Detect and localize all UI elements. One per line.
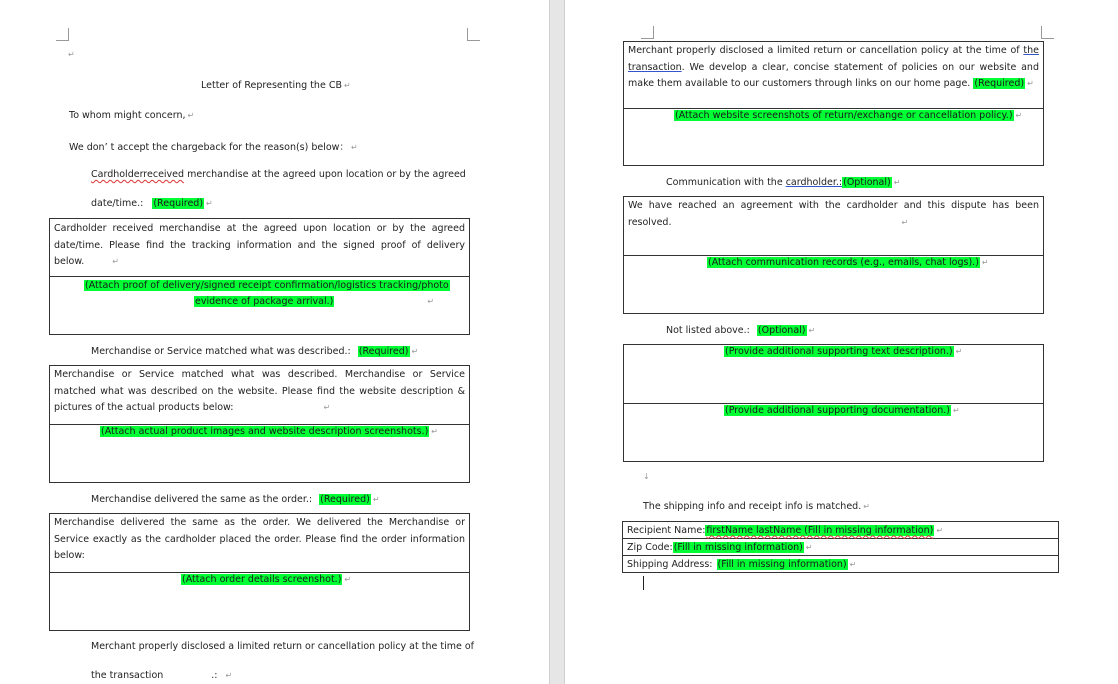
reason-policy-text: Merchant properly disclosed a limited return or cancellation policy at the time of xyxy=(91,641,475,652)
letter-title-text: Letter of Representing the CB xyxy=(201,80,342,91)
text-description-hint: (Provide additional supporting text description.) xyxy=(725,346,953,357)
paragraph-mark: ↵ xyxy=(863,502,870,511)
reason-policy-line2[interactable] xyxy=(91,670,232,681)
paragraph-mark: ↵ xyxy=(225,671,233,680)
reason-delivered-rest: merchandise at the agreed upon location or by the agreed xyxy=(184,169,466,180)
paragraph-mark: ↵ xyxy=(849,559,857,569)
margin-corner-top-right xyxy=(467,28,480,41)
recipient-name-value: firstName lastName (Fill in missing information) xyxy=(706,524,934,536)
communication-evidence-box xyxy=(623,196,1044,314)
not-listed-text: Not listed above.: xyxy=(666,325,750,336)
described-statement-text: Merchandise or Service matched what was described. Merchandise or Service matched what was described on the website. Please find the website description & pictures of the actual products below: xyxy=(54,369,465,413)
intro-text: We don’ t accept the chargeback for the reason(s) below： xyxy=(69,142,349,153)
not-listed-attachment-area[interactable] xyxy=(624,403,1043,461)
paragraph-mark: ↵ xyxy=(1027,79,1034,88)
policy-transaction-link: the transaction xyxy=(628,45,1039,73)
paragraph-mark: ↵ xyxy=(343,81,351,90)
paragraph-mark: ↵ xyxy=(344,575,352,584)
reason-described-text: Merchandise or Service matched what was described.: xyxy=(91,346,351,357)
same-order-statement-text: Merchandise delivered the same as the order. We delivered the Merchandise or Service exactly as the cardholder placed the order. Please find the order information below: xyxy=(54,517,465,561)
shipping-address-cell[interactable] xyxy=(623,556,1059,573)
policy-attach-hint xyxy=(674,110,1022,121)
text-cursor xyxy=(643,576,644,590)
delivered-attachment-area[interactable] xyxy=(50,276,469,334)
paragraph-mark: ↵ xyxy=(372,495,380,504)
policy-attachment-area[interactable] xyxy=(624,108,1043,165)
delivered-statement[interactable] xyxy=(54,221,465,271)
reason-not-listed-heading[interactable] xyxy=(666,325,815,336)
recipient-name-label: Recipient Name: xyxy=(627,524,706,536)
communication-prefix: Communication with the xyxy=(666,177,786,188)
margin-corner-top-right xyxy=(1041,26,1054,39)
left-page xyxy=(0,0,549,684)
paragraph-mark: ↵ xyxy=(206,199,213,208)
same-order-statement[interactable] xyxy=(54,515,465,565)
paragraph-mark: ↵ xyxy=(411,347,419,356)
paragraph-mark: ↵ xyxy=(350,143,358,152)
reason-same-order-text: Merchandise delivered the same as the order.: xyxy=(91,494,313,505)
not-listed-text-hint[interactable] xyxy=(724,346,962,357)
reason-policy-transaction: the transaction xyxy=(91,670,164,681)
reason-same-order-heading[interactable] xyxy=(91,494,380,505)
communication-attachment-area[interactable] xyxy=(624,255,1043,313)
delivered-evidence-box xyxy=(49,218,470,335)
not-listed-doc-hint xyxy=(724,405,960,416)
described-attachment-area[interactable] xyxy=(50,424,469,482)
paragraph-mark: ↵ xyxy=(68,50,75,59)
attach-hint-line2: evidence of package arrival.) xyxy=(195,296,334,307)
zip-code-value: (Fill in missing information) xyxy=(673,541,803,553)
shipping-heading[interactable] xyxy=(643,501,870,512)
policy-line3: make them available to our customers through links on our home page. xyxy=(628,78,971,89)
reason-policy-suffix: .: xyxy=(211,670,218,681)
policy-line2: . We develop a clear, concise statement of policies on our website and xyxy=(681,61,1039,73)
communication-statement-text: We have reached an agreement with the cardholder and this dispute has been resolved. xyxy=(628,200,1039,228)
paragraph-mark: ↵ xyxy=(187,111,195,120)
shipping-address-label: Shipping Address: xyxy=(627,558,713,570)
reason-communication-heading[interactable] xyxy=(666,177,900,188)
described-evidence-box xyxy=(49,365,470,483)
same-order-evidence-box xyxy=(49,513,470,631)
not-listed-evidence-box xyxy=(623,344,1044,462)
reason-described-heading[interactable] xyxy=(91,346,418,357)
policy-line1: Merchant properly disclosed a limited return or cancellation policy at the time of xyxy=(628,45,1020,56)
required-badge: (Required) xyxy=(974,78,1025,89)
paragraph-mark: ↵ xyxy=(112,257,119,266)
salutation-text: To whom might concern, xyxy=(69,110,186,121)
zip-code-cell[interactable] xyxy=(623,539,1059,556)
delivered-attach-hint xyxy=(84,278,450,310)
page-gutter xyxy=(549,0,565,684)
paragraph-mark: ↵ xyxy=(893,178,901,187)
policy-evidence-box xyxy=(623,41,1044,166)
same-order-attach-hint xyxy=(181,574,351,585)
delivered-statement-text: Cardholder received merchandise at the agreed upon location or by the agreed date/time. Please find the tracking information and the signed proof of delivery below. xyxy=(54,223,465,267)
reason-delivered-heading[interactable] xyxy=(91,169,466,180)
paragraph-mark: ↵ xyxy=(805,542,813,552)
letter-title[interactable] xyxy=(201,80,351,91)
paragraph-mark: ↵ xyxy=(808,326,816,335)
described-statement[interactable] xyxy=(54,367,465,417)
paragraph-mark: ↵ xyxy=(427,297,435,306)
required-badge: (Required) xyxy=(358,346,409,357)
documentation-hint: (Provide additional supporting documentation.) xyxy=(725,405,950,416)
zip-code-label: Zip Code: xyxy=(627,541,673,553)
attach-hint-line1: (Attach proof of delivery/signed receipt confirmation/logistics tracking/photo xyxy=(85,280,449,291)
same-order-attachment-area[interactable] xyxy=(50,572,469,630)
policy-statement[interactable] xyxy=(628,43,1039,93)
table-row xyxy=(623,522,1059,539)
communication-keyword: cardholder.: xyxy=(785,177,843,188)
paragraph-mark: ↵ xyxy=(953,406,960,415)
paragraph-mark: ↵ xyxy=(1015,111,1023,120)
margin-corner-top-left xyxy=(56,28,69,41)
attach-hint: (Attach actual product images and website description screenshots.) xyxy=(101,426,429,437)
attach-hint: (Attach order details screenshot.) xyxy=(182,574,342,585)
intro-line[interactable] xyxy=(69,139,358,153)
paragraph-mark: ↵ xyxy=(323,403,331,412)
communication-attach-hint xyxy=(707,257,989,268)
paragraph-mark: ↵ xyxy=(431,427,438,436)
shipping-address-value: (Fill in missing information) xyxy=(717,558,847,570)
table-row xyxy=(623,556,1059,573)
shipping-heading-text: The shipping info and receipt info is matched. xyxy=(643,501,862,512)
required-badge: (Required) xyxy=(320,494,370,505)
optional-badge: (Optional) xyxy=(843,177,891,188)
paragraph-mark: ↵ xyxy=(936,525,944,535)
attach-hint: (Attach website screenshots of return/exchange or cancellation policy.) xyxy=(675,110,1013,121)
reason-policy-heading[interactable] xyxy=(91,641,474,652)
shipping-info-table xyxy=(622,521,1059,573)
optional-badge: (Optional) xyxy=(757,325,806,336)
down-arrow-mark: ↓ xyxy=(643,472,650,481)
margin-corner-top-left xyxy=(641,26,654,39)
communication-statement[interactable] xyxy=(628,198,1039,231)
attach-hint: (Attach communication records (e.g., emails, chat logs).) xyxy=(708,257,979,268)
described-attach-hint xyxy=(100,426,438,437)
paragraph-mark: ↵ xyxy=(981,258,989,267)
paragraph-mark: ↵ xyxy=(955,347,963,356)
reason-delivered-keyword: Cardholderreceived xyxy=(91,169,185,180)
reason-delivered-date-text: date/time.: xyxy=(91,198,144,209)
table-row xyxy=(623,539,1059,556)
salutation[interactable] xyxy=(69,110,194,121)
required-badge: (Required) xyxy=(153,198,204,209)
reason-delivered-line2[interactable] xyxy=(91,198,213,209)
paragraph-mark: ↵ xyxy=(901,217,909,227)
recipient-name-cell[interactable] xyxy=(623,522,1059,539)
